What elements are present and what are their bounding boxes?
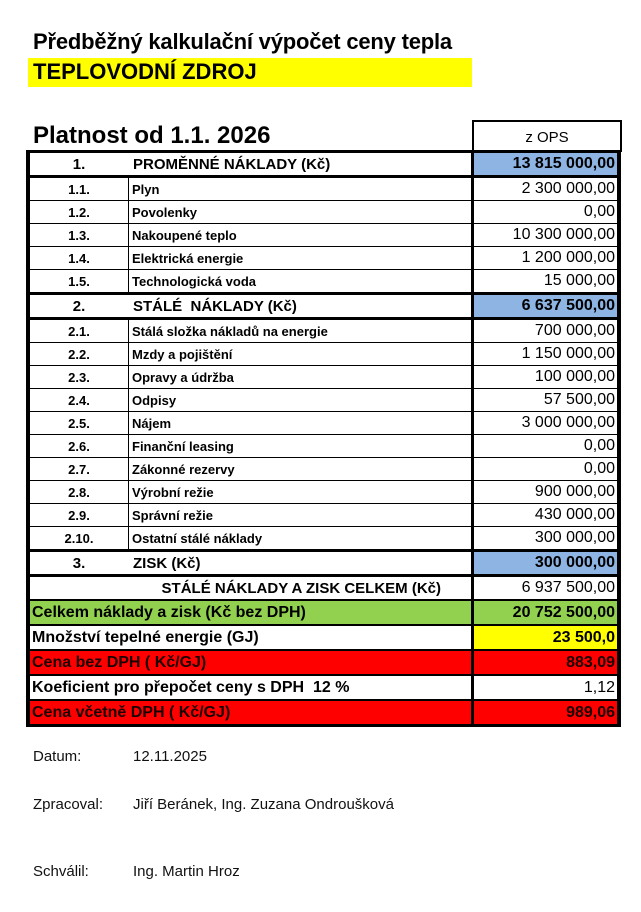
row-value: 6 637 500,00 (474, 295, 617, 317)
row-value: 1 200 000,00 (474, 247, 617, 269)
summary-row-total-cost (30, 601, 617, 624)
approved-value: Ing. Martin Hroz (133, 863, 240, 880)
row-number: 2.10. (30, 527, 128, 549)
table-row (30, 343, 617, 365)
row-value: 15 000,00 (474, 270, 617, 292)
section-row-fixed-costs (30, 295, 617, 317)
row-label: Nakoupené teplo (129, 224, 471, 246)
row-label: Technologická voda (129, 270, 471, 292)
row-number: 2.4. (30, 389, 128, 411)
table-row (30, 270, 617, 292)
summary-row-fixed-total (30, 577, 617, 599)
table-row (30, 504, 617, 526)
approved-label: Schválil: (33, 863, 89, 880)
date-label: Datum: (33, 748, 82, 765)
summary-value: 1,12 (474, 676, 617, 699)
row-value: 0,00 (474, 435, 617, 457)
row-label: Zákonné rezervy (129, 458, 471, 480)
document-subtitle: TEPLOVODNÍ ZDROJ (33, 59, 257, 84)
table-row (30, 320, 617, 342)
row-label: Nájem (129, 412, 471, 434)
row-number: 1.4. (30, 247, 128, 269)
summary-value: 23 500,0 (474, 626, 617, 649)
summary-label: STÁLÉ NÁKLADY A ZISK CELKEM (Kč) (30, 577, 471, 599)
row-number: 3. (72, 554, 86, 572)
summary-value: 989,06 (474, 701, 617, 724)
row-label: Ostatní stálé náklady (129, 527, 471, 549)
row-value: 100 000,00 (474, 366, 617, 388)
row-label: Povolenky (129, 201, 471, 223)
summary-row-energy (30, 626, 617, 649)
document-title: Předběžný kalkulační výpočet ceny tepla (33, 29, 452, 54)
summary-label: Cena včetně DPH ( Kč/GJ) (30, 701, 471, 724)
summary-row-vat-coefficient (30, 676, 617, 699)
row-number: 2.3. (30, 366, 128, 388)
prepared-value: Jiří Beránek, Ing. Zuzana Ondroušková (133, 796, 394, 813)
table-row (30, 178, 617, 200)
row-value: 2 300 000,00 (474, 178, 617, 200)
summary-row-price-incl-vat (30, 701, 617, 724)
section-row-profit (30, 552, 617, 574)
row-number: 1.3. (30, 224, 128, 246)
summary-row-price-excl-vat (30, 651, 617, 674)
row-label: Odpisy (129, 389, 471, 411)
row-number: 2.1. (30, 320, 128, 342)
row-label: Výrobní režie (129, 481, 471, 503)
row-value: 300 000,00 (474, 552, 617, 574)
row-label: Plyn (129, 178, 471, 200)
row-number: 2. (72, 297, 86, 315)
validity-date: Platnost od 1.1. 2026 (33, 122, 271, 149)
table-row (30, 389, 617, 411)
row-value: 57 500,00 (474, 389, 617, 411)
row-label: STÁLÉ NÁKLADY (Kč) (133, 297, 297, 315)
row-label: Elektrická energie (129, 247, 471, 269)
row-value: 1 150 000,00 (474, 343, 617, 365)
row-label: PROMĚNNÉ NÁKLADY (Kč) (133, 155, 331, 173)
summary-label: Koeficient pro přepočet ceny s DPH 12 % (30, 676, 471, 699)
row-label: Finanční leasing (129, 435, 471, 457)
row-label: Správní režie (129, 504, 471, 526)
table-row (30, 247, 617, 269)
table-row (30, 201, 617, 223)
section-row-variable-costs (30, 153, 617, 175)
table-row (30, 412, 617, 434)
row-value: 900 000,00 (474, 481, 617, 503)
summary-value: 883,09 (474, 651, 617, 674)
row-number: 2.5. (30, 412, 128, 434)
summary-label: Celkem náklady a zisk (Kč bez DPH) (30, 601, 471, 624)
summary-label: Množství tepelné energie (GJ) (30, 626, 471, 649)
row-number: 1.5. (30, 270, 128, 292)
row-value: 300 000,00 (474, 527, 617, 549)
row-value: 13 815 000,00 (474, 153, 617, 175)
date-value: 12.11.2025 (133, 748, 207, 765)
row-value: 10 300 000,00 (474, 224, 617, 246)
row-number: 2.2. (30, 343, 128, 365)
row-number: 2.6. (30, 435, 128, 457)
row-label: Opravy a údržba (129, 366, 471, 388)
table-row (30, 481, 617, 503)
summary-label: Cena bez DPH ( Kč/GJ) (30, 651, 471, 674)
table-row (30, 224, 617, 246)
table-row (30, 527, 617, 549)
row-number: 1.1. (30, 178, 128, 200)
row-number: 1. (72, 155, 86, 173)
row-label: ZISK (Kč) (133, 554, 201, 572)
column-header-z-ops: z OPS (472, 120, 622, 152)
row-value: 430 000,00 (474, 504, 617, 526)
row-value: 3 000 000,00 (474, 412, 617, 434)
row-value: 0,00 (474, 201, 617, 223)
row-label: Mzdy a pojištění (129, 343, 471, 365)
row-value: 700 000,00 (474, 320, 617, 342)
prepared-label: Zpracoval: (33, 796, 104, 813)
summary-value: 6 937 500,00 (474, 577, 617, 599)
cost-table (26, 150, 621, 727)
row-value: 0,00 (474, 458, 617, 480)
summary-value: 20 752 500,00 (474, 601, 617, 624)
row-number: 2.9. (30, 504, 128, 526)
row-label: Stálá složka nákladů na energie (129, 320, 471, 342)
row-number: 2.7. (30, 458, 128, 480)
table-row (30, 458, 617, 480)
row-number: 1.2. (30, 201, 128, 223)
row-number: 2.8. (30, 481, 128, 503)
table-row (30, 366, 617, 388)
table-row (30, 435, 617, 457)
